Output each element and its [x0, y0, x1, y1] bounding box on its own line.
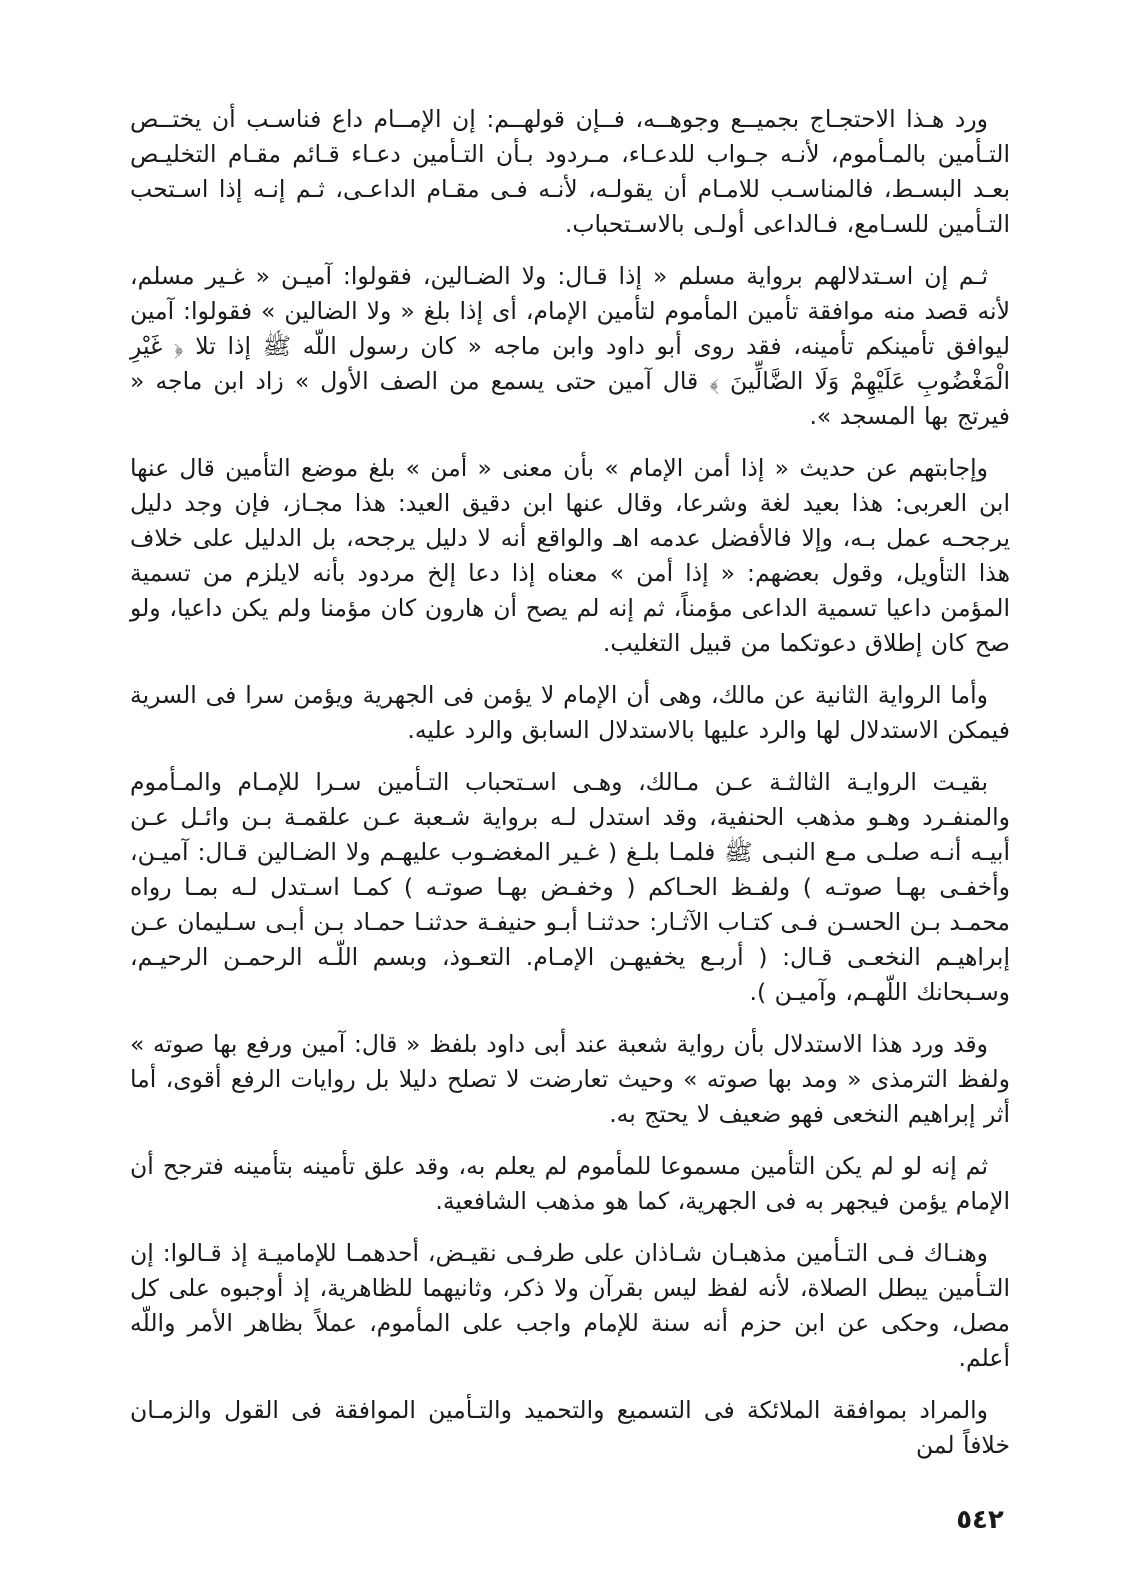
paragraph-4: وأما الرواية الثانية عن مالك، وهى أن الإمام لا يؤمن فى الجهرية ويؤمن سرا فى السرية فيمكن الاستدلال لها والرد عليها بالاستدلال السابق والرد عليه. — [130, 681, 1010, 744]
page-number: ٥٤٢ — [956, 1505, 1004, 1535]
paragraph-1: ورد هـذا الاحتجـاج بجميــع وجوهــه، فــإن قولهــم: إن الإمــام داع فناسـب أن يختــص التـأمين بالمـأموم، لأنـه جـواب للدعـاء، مـردود بـأن التـأمين دعـاء قـائم مقـام التخليـص بعـد البسـط، فالمناسـب للامـام أن يقولـه، لأنـه فـى مقـام الداعـى، ثـم إنـه إذا اسـتحب التـأمين للسـامع، فـالداعى أولـى بالاسـتحباب. — [130, 105, 1010, 238]
paragraph-5: بقيـت الروايـة الثالثـة عـن مـالك، وهـى اسـتحباب التـأمين سـرا للإمـام والمـأموم والمنفـرد وهـو مذهب الحنفية، وقد استدل لـه برواية شـعبة عـن علقمـة بـن وائـل عـن أبيـه أنـه صلـى مـع النبـى ﷺ فلمـا بلـغ ( غـير المغضـوب عليهـم ولا الضـالين قـال: آميـن، وأخفـى بهـا صوتـه ) ولفـظ الحـاكم ( وخفـض بهـا صوتـه ) كمـا اسـتدل لـه بمـا رواه محمـد بـن الحسـن فـى كتـاب الآثـار: حدثنـا أبـو حنيفـة حدثنـا حمـاد بـن أبـى سـليمان عـن إبراهيـم النخعـى قـال: ( أربـع يخفيهـن الإمـام. التعـوذ، وبسم اللّـه الرحمـن الرحيـم، وسـبحانك اللّهـم، وآميـن ). — [130, 768, 1010, 1006]
page-body — [130, 102, 1010, 1480]
paragraph-9: والمراد بموافقة الملائكة فى التسميع والتحميد والتـأمين الموافقة فى القول والزمـان خلافاً لمن — [130, 1396, 1010, 1459]
paragraph-7: ثم إنه لو لم يكن التأمين مسموعا للمأموم لم يعلم به، وقد علق تأمينه بتأمينه فترجح أن الإمام يؤمن فيجهر به فى الجهرية، كما هو مذهب الشافعية. — [130, 1152, 1010, 1215]
paragraph-3: وإجابتهم عن حديث « إذا أمن الإمام » بأن معنى « أمن » بلغ موضع التأمين قال عنها ابن العربى: هذا بعيد لغة وشرعا، وقال عنها ابن دقيق العيد: هذا مجـاز، فإن وجد دليل يرجحـه عمل بـه، وإلا فالأفضل عدمه اهـ والواقع أنه لا دليل يرجحه، بل الدليل على خلاف هذا التأويل، وقول بعضهم: « إذا أمن » معناه إذا دعا إلخ مردود بأنه لايلزم من تسمية المؤمن داعيا تسمية الداعى مؤمناً، ثم إنه لم يصح أن هارون كان مؤمنا ولم يكن داعيا، ولو صح كان إطلاق دعوتكما من قبيل التغليب. — [130, 454, 1010, 657]
paragraph-6: وقد ورد هذا الاستدلال بأن رواية شعبة عند أبى داود بلفظ « قال: آمين ورفع بها صوته » ولفظ الترمذى « ومد بها صوته » وحيث تعارضت لا تصلح دليلا بل روايات الرفع أقوى، أما أثر إبراهيم النخعى فهو ضعيف لا يحتج به. — [130, 1030, 1010, 1128]
paragraph-8: وهنـاك فـى التـأمين مذهبـان شـاذان على طرفـى نقيـض، أحدهمـا للإماميـة إذ قـالوا: إن التـأمين يبطل الصلاة، لأنه لفظ ليس بقرآن ولا ذكر، وثانيهما للظاهرية، إذ أوجبوه على كل مصل، وحكى عن ابن حزم أنه سنة للإمام واجب على المأموم، عملاً بظاهر الأمر واللّه أعلم. — [130, 1239, 1010, 1372]
paragraph-2: ثـم إن اسـتدلالهم برواية مسلم « إذا قـال: ولا الضـالين، فقولوا: آميـن « غـير مسلم، لأنه قصد منه موافقة تأمين المأموم لتأمين الإمام، أى إذا بلغ « ولا الضالين » فقولوا: آمين ليوافق تأمينكم تأمينه، فقد روى أبو داود وابن ماجه « كان رسول اللّه ﷺ إذا تلا ﴿ غَيْرِ الْمَغْضُوبِ عَلَيْهِمْ وَلَا الضَّالِّينَ ﴾ قال آمين حتى يسمع من الصف الأول » زاد ابن ماجه « فيرتج بها المسجد ». — [130, 262, 1010, 430]
